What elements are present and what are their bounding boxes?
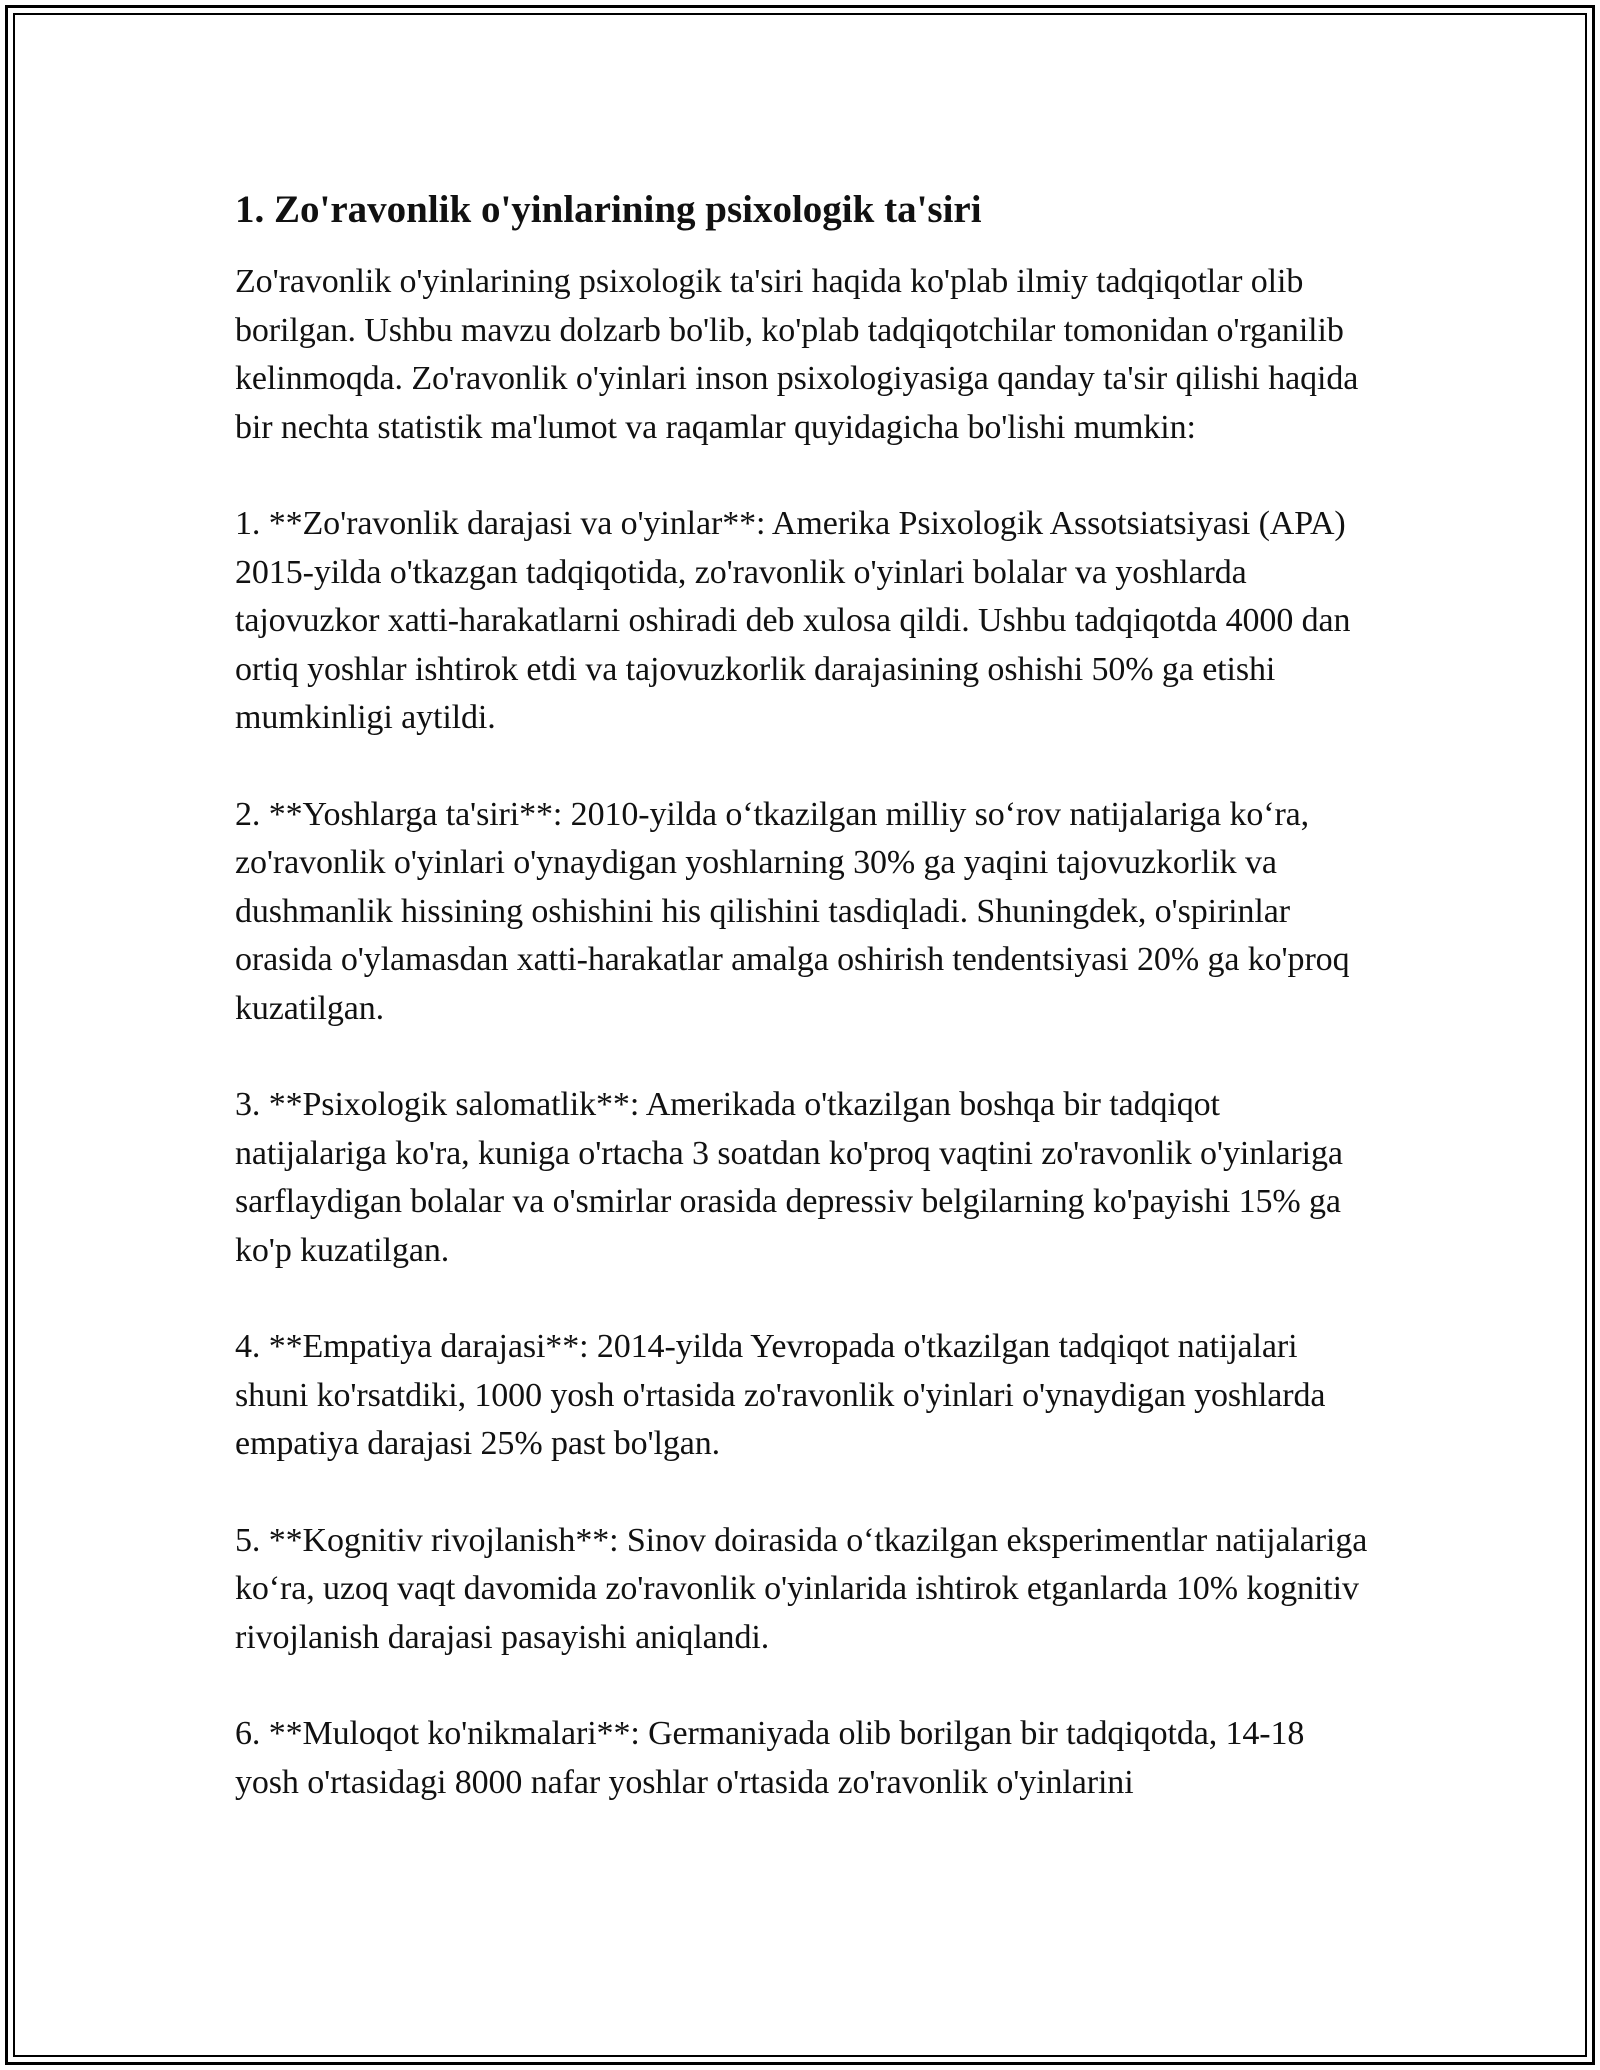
document-body	[235, 186, 1370, 1855]
list-item-3: 3. **Psixologik salomatlik**: Amerikada o'tkazilgan boshqa bir tadqiqot natijalariga ko'ra, kuniga o'rtacha 3 soatdan ko'proq vaqtini zo'ravonlik o'yinlariga sarflaydigan bolalar va o'smirlar orasida depressiv belgilarning ko'payishi 15% ga ko'p kuzatilgan.	[235, 1086, 1343, 1269]
list-item-1: 1. **Zo'ravonlik darajasi va o'yinlar**: Amerika Psixologik Assotsiatsiyasi (APA) 2015-yilda o'tkazgan tadqiqotida, zo'ravonlik o'yinlari bolalar va yoshlarda tajovuzkor xatti-harakatlarni oshiradi deb xulosa qildi. Ushbu tadqiqotda 4000 dan ortiq yoshlar ishtirok etdi va tajovuzkorlik darajasining oshishi 50% ga etishi mumkinligi aytildi.	[235, 505, 1351, 736]
list-item-5: 5. **Kognitiv rivojlanish**: Sinov doirasida o‘tkazilgan eksperimentlar natijalariga ko‘ra, uzoq vaqt davomida zo'ravonlik o'yinlarida ishtirok etganlarda 10% kognitiv rivojlanish darajasi pasayishi aniqlandi.	[235, 1521, 1368, 1656]
list-item-4: 4. **Empatiya darajasi**: 2014-yilda Yevropada o'tkazilgan tadqiqot natijalari shuni ko'rsatdiki, 1000 yosh o'rtasida zo'ravonlik o'yinlari o'ynaydigan yoshlarda empatiya darajasi 25% past bo'lgan.	[235, 1328, 1326, 1462]
intro-paragraph: Zo'ravonlik o'yinlarining psixologik ta'siri haqida ko'plab ilmiy tadqiqotlar olib borilgan. Ushbu mavzu dolzarb bo'lib, ko'plab tadqiqotchilar tomonidan o'rganilib kelinmoqda. Zo'ravonlik o'yinlari inson psixologiyasiga qanday ta'sir qilishi haqida bir nechta statistik ma'lumot va raqamlar quyidagicha bo'lishi mumkin:	[235, 263, 1359, 446]
list-item-2: 2. **Yoshlarga ta'siri**: 2010-yilda o‘tkazilgan milliy so‘rov natijalariga ko‘ra, zo'ravonlik o'yinlari o'ynaydigan yoshlarning 30% ga yaqini tajovuzkorlik va dushmanlik hissining oshishini his qilishini tasdiqladi. Shuningdek, o'spirinlar orasida o'ylamasdan xatti-harakatlar amalga oshirish tendentsiyasi 20% ga ko'proq kuzatilgan.	[235, 795, 1350, 1027]
section-heading: 1. Zo'ravonlik o'yinlarining psixologik ta'siri	[235, 188, 982, 231]
list-item-6: 6. **Muloqot ko'nikmalari**: Germaniyada olib borilgan bir tadqiqotda, 14-18 yosh o'rtasidagi 8000 nafar yoshlar o'rtasida zo'ravonlik o'yinlarini	[235, 1715, 1305, 1801]
